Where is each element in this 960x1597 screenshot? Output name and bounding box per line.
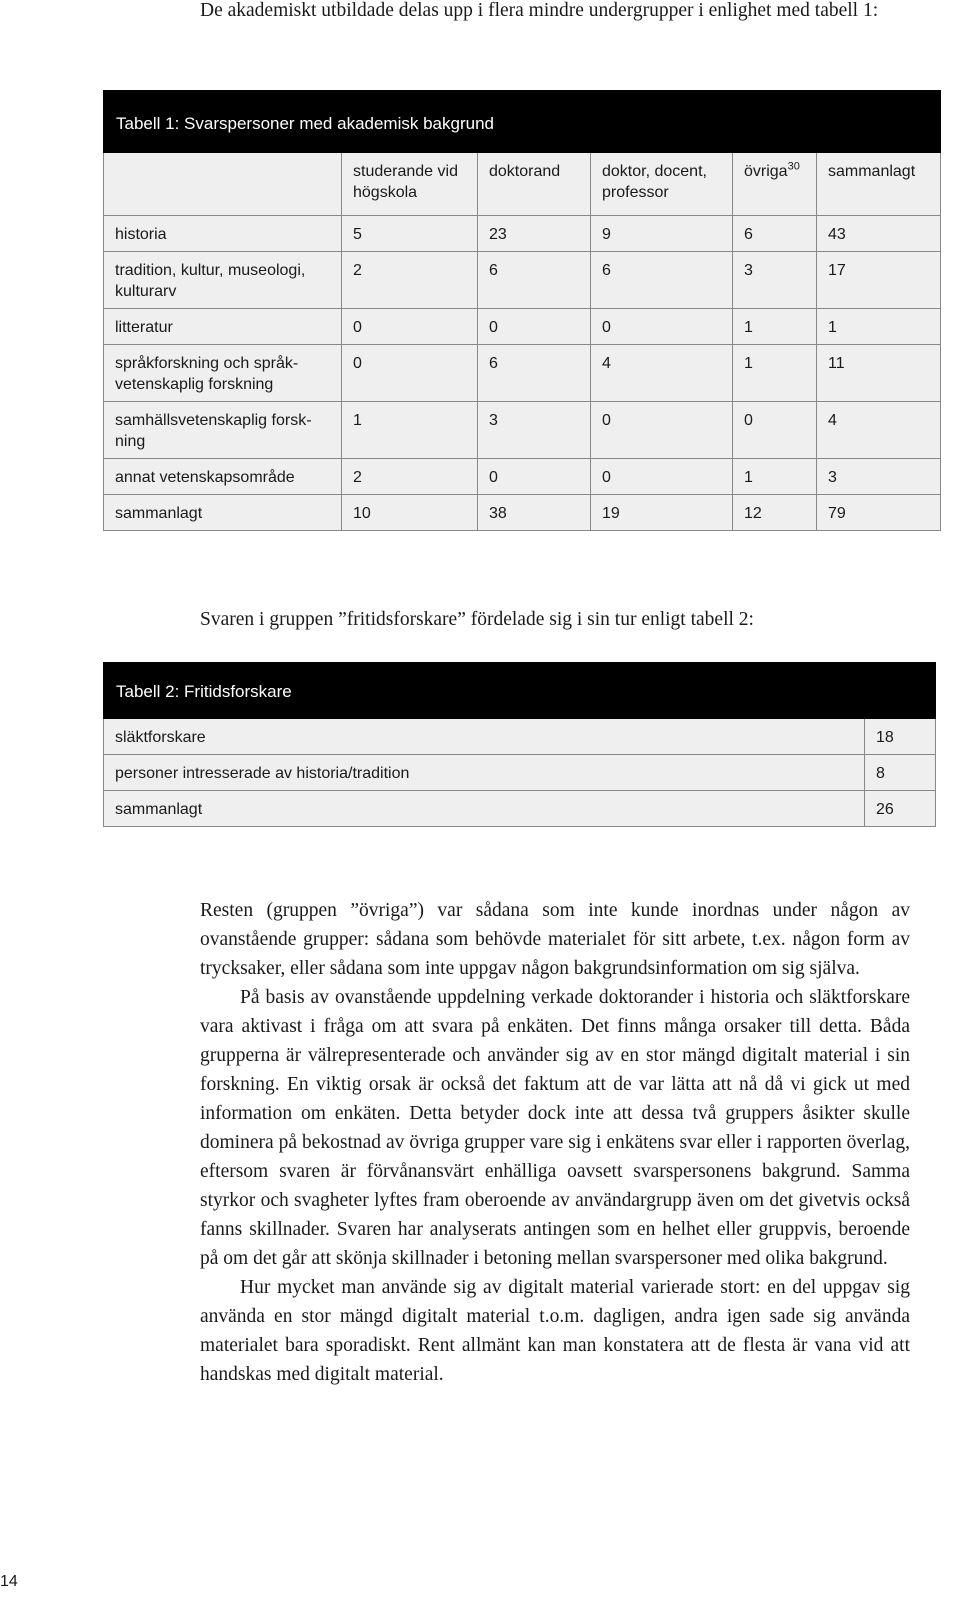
body-paragraph: Resten (gruppen ”övriga”) var sådana som inte kunde inordnas under någon av ovanstående grupper: sådana som behövde materialet för sitt arbete, t.ex. någon form av trycksaker, eller sådana som inte uppgav någon bakgrundsinformation om sig själva. (200, 900, 910, 979)
table-cell: 9 (591, 216, 733, 252)
table-1-caption: Tabell 1: Svarspersoner med akademisk bakgrund (104, 91, 941, 153)
table-cell: 0 (591, 402, 733, 459)
table-cell: 0 (478, 309, 591, 345)
table-cell: 43 (817, 216, 941, 252)
table-cell: 6 (478, 252, 591, 309)
row-label: historia (104, 216, 342, 252)
table-cell: 38 (478, 495, 591, 531)
table-row (104, 252, 941, 309)
table-row (104, 345, 941, 402)
table-1 (103, 90, 941, 531)
intro-paragraph: De akademiskt utbildade delas upp i flera mindre undergrupper i enlighet med tabell 1: (200, 0, 879, 21)
table-cell: 17 (817, 252, 941, 309)
page-number: 14 (0, 1573, 18, 1590)
table-1-header-cell: studerande vid högskola (342, 153, 478, 216)
table-cell: 19 (591, 495, 733, 531)
table-cell: 0 (591, 459, 733, 495)
table-total-row (104, 495, 941, 531)
row-label: personer intresserade av historia/tradition (104, 755, 865, 791)
table-1-header-cell: sammanlagt (817, 153, 941, 216)
table-row (104, 216, 941, 252)
table-cell: 6 (733, 216, 817, 252)
table-cell: 2 (342, 459, 478, 495)
table-row (104, 402, 941, 459)
table-cell: 0 (342, 309, 478, 345)
row-label: litteratur (104, 309, 342, 345)
table-cell: 1 (733, 459, 817, 495)
table-row (104, 755, 936, 791)
table-cell: 0 (591, 309, 733, 345)
body-paragraph: Hur mycket man använde sig av digitalt material varierade stort: en del uppgav sig använda en stor mängd digitalt material t.o.m. dagligen, andra igen sade sig använda materialet bara sporadiskt. Rent allmänt kan man konstatera att de flesta är vana vid att handskas med digitalt material. (200, 1277, 910, 1385)
table-row (104, 309, 941, 345)
row-label: sammanlagt (104, 495, 342, 531)
body-paragraph: På basis av ovanstående uppdelning verkade doktorander i historia och släktforskare vara aktivast i fråga om att svara på enkäten. Det finns många orsaker till detta. Båda grupperna är välrepresenterade och använder sig av en stor mängd digitalt material i sin forskning. En viktig orsak är också det faktum att de var lätta att nå då vi gick ut med information om enkäten. Detta betyder dock inte att dessa två gruppers åsikter skulle dominera på bekostnad av övriga grupper vare sig i enkätens svar eller i rapporten överlag, eftersom svaren är förvånansvärt enhälliga oavsett svarspersonens bakgrund. Samma styrkor och svagheter lyftes fram oberoende av användargrupp även om det givetvis också fanns skillnader. Svaren har analyserats antingen som en helhet eller gruppvis, beroende på om det går att skönja skillnader i betoning mellan svarspersoner med olika bakgrund. (200, 987, 910, 1269)
table-cell: 18 (865, 719, 936, 755)
table-1-header-cell: doktorand (478, 153, 591, 216)
table-cell: 8 (865, 755, 936, 791)
table-row (104, 459, 941, 495)
row-label: språkforskning och språkvetenskaplig forskning (104, 345, 342, 402)
body-text (200, 896, 910, 1389)
table-2 (103, 662, 936, 827)
footnote-ref: 30 (787, 160, 800, 173)
table-total-row (104, 791, 936, 827)
table-cell: 1 (733, 309, 817, 345)
table-cell: 26 (865, 791, 936, 827)
table-cell: 10 (342, 495, 478, 531)
table-cell: 0 (733, 402, 817, 459)
table-cell: 4 (817, 402, 941, 459)
table-cell: 6 (478, 345, 591, 402)
table-1-header-label: övriga (744, 163, 788, 180)
table-cell: 0 (342, 345, 478, 402)
table-cell: 5 (342, 216, 478, 252)
table-cell: 3 (478, 402, 591, 459)
table-cell: 4 (591, 345, 733, 402)
table-cell: 3 (817, 459, 941, 495)
row-label: sammanlagt (104, 791, 865, 827)
table-2-caption: Tabell 2: Fritidsforskare (104, 663, 936, 719)
table-cell: 12 (733, 495, 817, 531)
row-label: släktforskare (104, 719, 865, 755)
table-1-header-cell: doktor, docent, professor (591, 153, 733, 216)
table-cell: 1 (342, 402, 478, 459)
table-1-header-cell (733, 153, 817, 216)
table-cell: 1 (733, 345, 817, 402)
table-cell: 3 (733, 252, 817, 309)
table-1-header-row (104, 153, 941, 216)
table-cell: 23 (478, 216, 591, 252)
mid-paragraph: Svaren i gruppen ”fritidsforskare” fördelade sig i sin tur enligt tabell 2: (200, 609, 754, 630)
table-cell: 1 (817, 309, 941, 345)
table-cell: 79 (817, 495, 941, 531)
table-cell: 0 (478, 459, 591, 495)
table-cell: 11 (817, 345, 941, 402)
table-1-header-cell (104, 153, 342, 216)
table-row (104, 719, 936, 755)
row-label: samhällsvetenskaplig forskning (104, 402, 342, 459)
table-cell: 2 (342, 252, 478, 309)
table-cell: 6 (591, 252, 733, 309)
row-label: annat vetenskapsområde (104, 459, 342, 495)
row-label: tradition, kultur, museologi, kulturarv (104, 252, 342, 309)
